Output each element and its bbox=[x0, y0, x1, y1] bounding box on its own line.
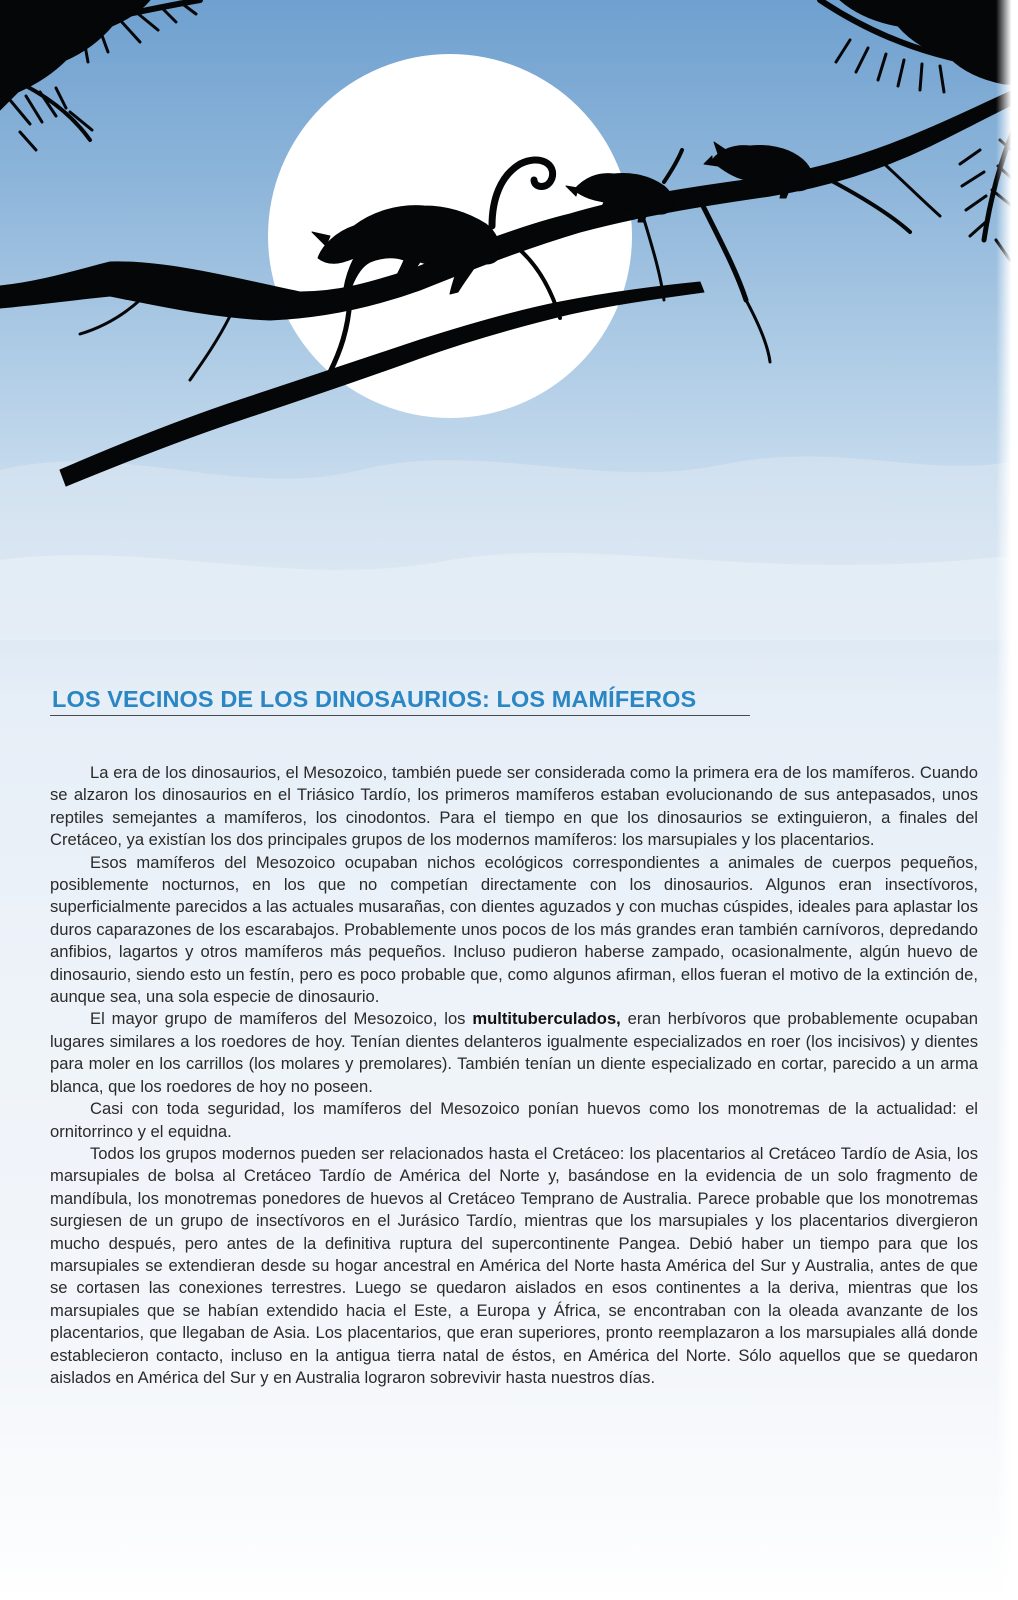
twig bbox=[746, 300, 770, 362]
article-body bbox=[50, 762, 978, 1389]
twig bbox=[190, 316, 230, 380]
background-haze-lower bbox=[0, 553, 1018, 640]
paragraph-5: Todos los grupos modernos pueden ser relacionados hasta el Cretáceo: los placentarios al Cretáceo Tardío de Asia, los marsupiales de bolsa al Cretáceo Tardío de América del Norte y, basándose en la evidencia de un solo fragmento de mandíbula, los monotremas ponedores de huevos al Cretáceo Temprano de Australia. Parece probable que los monotremas surgiesen de un grupo de insectívoros en el Jurásico Tardío, mientras que los marsupiales y los placentarios divergieron mucho después, pero antes de la definitiva ruptura del supercontinente Pangea. Debió haber un tiempo para que los marsupiales se extendieran desde su hogar ancestral en América del Norte hasta América del Sur y Australia, antes de que se cortasen las conexiones terrestres. Luego se quedaron aislados en esos continentes a la deriva, mientras que los marsupiales que se habían extendido hacia el Este, a Europa y África, se encontraban con la oleada avanzante de los placentarios, que llegaban de Asia. Los placentarios, que eran superiores, pronto reemplazaron a los marsupiales allá donde establecieron contacto, incluso en la antigua tierra natal de éstos, en América del Norte. Sólo aquellos que se quedaron aislados en América del Sur y en Australia lograron sobrevivir hasta nuestros días. bbox=[50, 1143, 978, 1387]
twig bbox=[80, 300, 140, 334]
twig bbox=[880, 160, 940, 216]
paragraph-3-text: eran herbívoros que probablemente ocupaban lugares similares a los roedores de hoy. Tenían dientes delanteros igualmente especializados en roer (los incisivos) y dientes para moler en los carrillos (los molares y premolares). También tenían un diente especializado en cortar, parecido a un arma blanca, que los roedores de hoy no poseen. bbox=[50, 1009, 979, 1096]
twig bbox=[830, 180, 910, 232]
page-edge bbox=[996, 0, 1018, 1600]
paragraph-3-text: El mayor grupo de mamíferos del Mesozoico, los bbox=[90, 1009, 473, 1029]
paragraph-3 bbox=[50, 1008, 978, 1098]
title-underline bbox=[50, 715, 750, 716]
article-title: LOS VECINOS DE LOS DINOSAURIOS: LOS MAMÍFEROS bbox=[52, 686, 697, 712]
paragraph-2: Esos mamíferos del Mesozoico ocupaban nichos ecológicos correspondientes a animales de cuerpos pequeños, posiblemente nocturnos, en los que no competían directamente con los dinosaurios. Algunos eran insectívoros, superficialmente parecidos a las actuales musarañas, con dientes aguzados y con muchas cúspides, ideales para aplastar los duros caparazones de los escarabajos. Probablemente unos pocos de los más grandes eran también carnívoros, depredando anfibios, lagartos y otros mamíferos más pequeños. Incluso pudieron haberse zampado, ocasionalmente, algún huevo de dinosaurio, siendo esto un festín, pero es poco probable que, como algunos afirman, ellos fueran el motivo de la extinción de, aunque sea, una sola especie de dinosaurio. bbox=[50, 852, 978, 1007]
paragraph-1: La era de los dinosaurios, el Mesozoico, también puede ser considerada como la primera era de los mamíferos. Cuando se alzaron los dinosaurios en el Triásico Tardío, los primeros mamíferos estaban evolucionando de sus antepasados, unos reptiles semejantes a mamíferos, los cinodontos. Para el tiempo en que los dinosaurios se extinguieron, a finales del Cretáceo, ya existían los dos principales grupos de los modernos mamíferos: los marsupiales y los placentarios. bbox=[50, 763, 978, 850]
multituberculados-term: multituberculados, bbox=[472, 1009, 621, 1029]
foliage-top-right bbox=[840, 0, 1018, 84]
mammals-on-branch-illustration bbox=[0, 0, 1018, 640]
twig bbox=[700, 200, 746, 300]
paragraph-4: Casi con toda seguridad, los mamíferos del Mesozoico ponían huevos como los monotremas de la actualidad: el ornitorrinco y el equidna. bbox=[50, 1099, 978, 1141]
